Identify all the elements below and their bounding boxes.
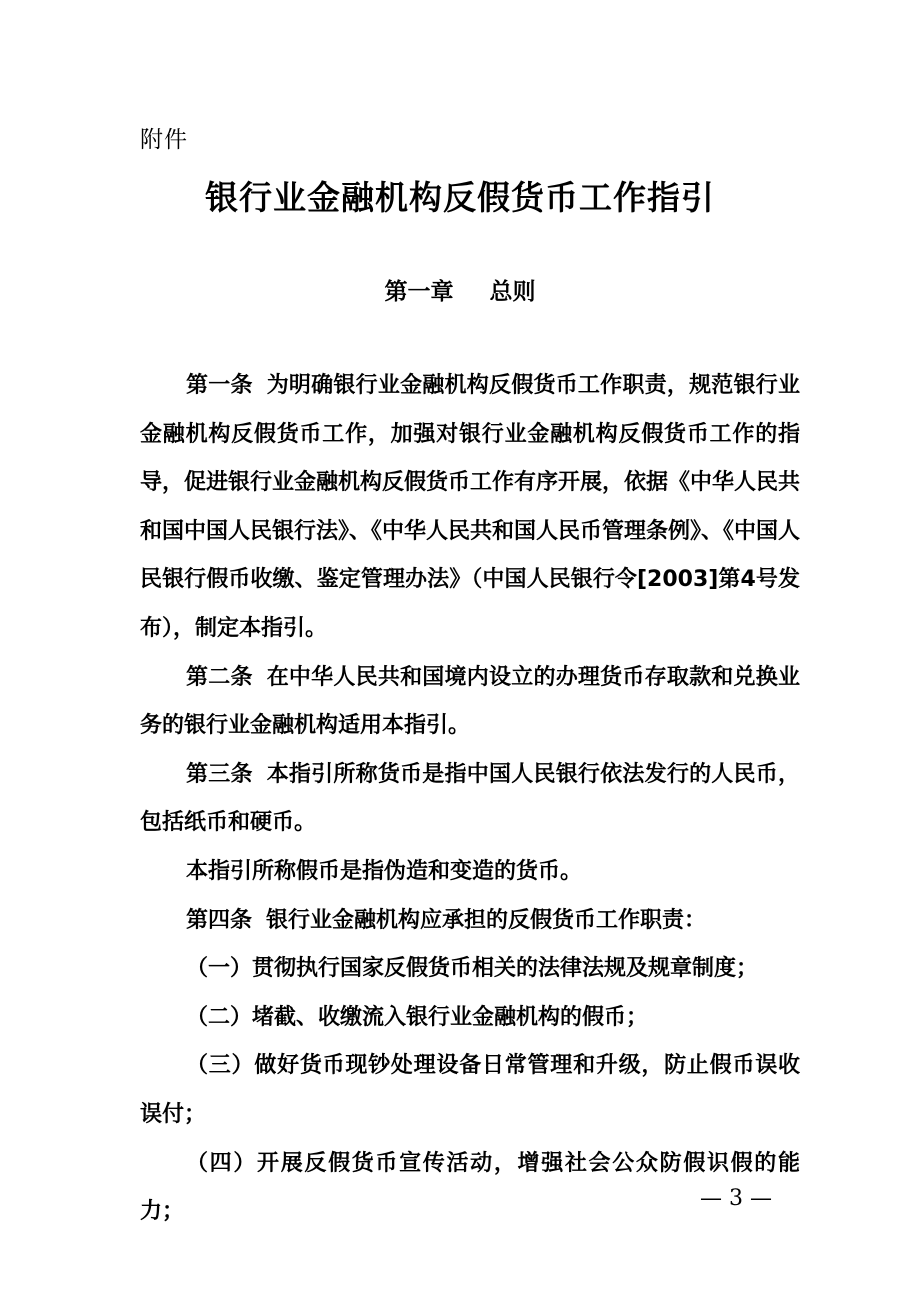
chapter-number: 第一章: [384, 279, 454, 305]
article-label: 第三条: [186, 761, 253, 787]
article-label: 第四条: [186, 907, 253, 933]
document-title: 银行业金融机构反假货币工作指引: [205, 178, 715, 217]
paragraph: [140, 654, 800, 751]
paragraph-text: 银行业金融机构应承担的反假货币工作职责：: [266, 907, 707, 933]
page-number: — 3 —: [700, 1186, 772, 1211]
paragraph: [140, 897, 800, 946]
paragraph: [140, 945, 800, 994]
paragraph-text: 为明确银行业金融机构反假货币工作职责，规范银行业金融机构反假货币工作，加强对银行业金融机构反假货币工作的指导，促进银行业金融机构反假货币工作有序开展，依据《中华人民共和国中国人民银行法》、《中华人民共和国人民币管理条例》、《中国人民银行假币收缴、鉴定管理办法》（中国人民银行令[2003]第4号发布），制定本指引。: [140, 373, 801, 641]
paragraph-text: （二）堵截、收缴流入银行业金融机构的假币；: [186, 1004, 649, 1030]
paragraph: [140, 848, 800, 897]
article-label: 第二条: [186, 664, 253, 690]
attachment-label: 附件: [140, 127, 188, 153]
paragraph-text: 本指引所称假币是指伪造和变造的货币。: [186, 858, 583, 884]
paragraph: [140, 751, 800, 848]
paragraph: [140, 994, 800, 1043]
paragraph: [140, 1042, 800, 1139]
paragraph: [140, 362, 800, 654]
chapter-heading: [0, 273, 920, 306]
paragraph-text: （一）贯彻执行国家反假货币相关的法律法规及规章制度；: [186, 956, 759, 982]
paragraph-text: （四）开展反假货币宣传活动，增强社会公众防假识假的能力；: [140, 1150, 800, 1225]
paragraph-text: （三）做好货币现钞处理设备日常管理和升级，防止假币误收误付；: [140, 1053, 800, 1127]
document-body: [140, 362, 800, 1237]
chapter-name: 总则: [489, 279, 536, 305]
paragraph-text: 本指引所称货币是指中国人民银行依法发行的人民币，包括纸币和硬币。: [140, 761, 800, 836]
article-label: 第一条: [186, 373, 253, 398]
paragraph-text: 在中华人民共和国境内设立的办理货币存取款和兑换业务的银行业金融机构适用本指引。: [140, 664, 800, 739]
